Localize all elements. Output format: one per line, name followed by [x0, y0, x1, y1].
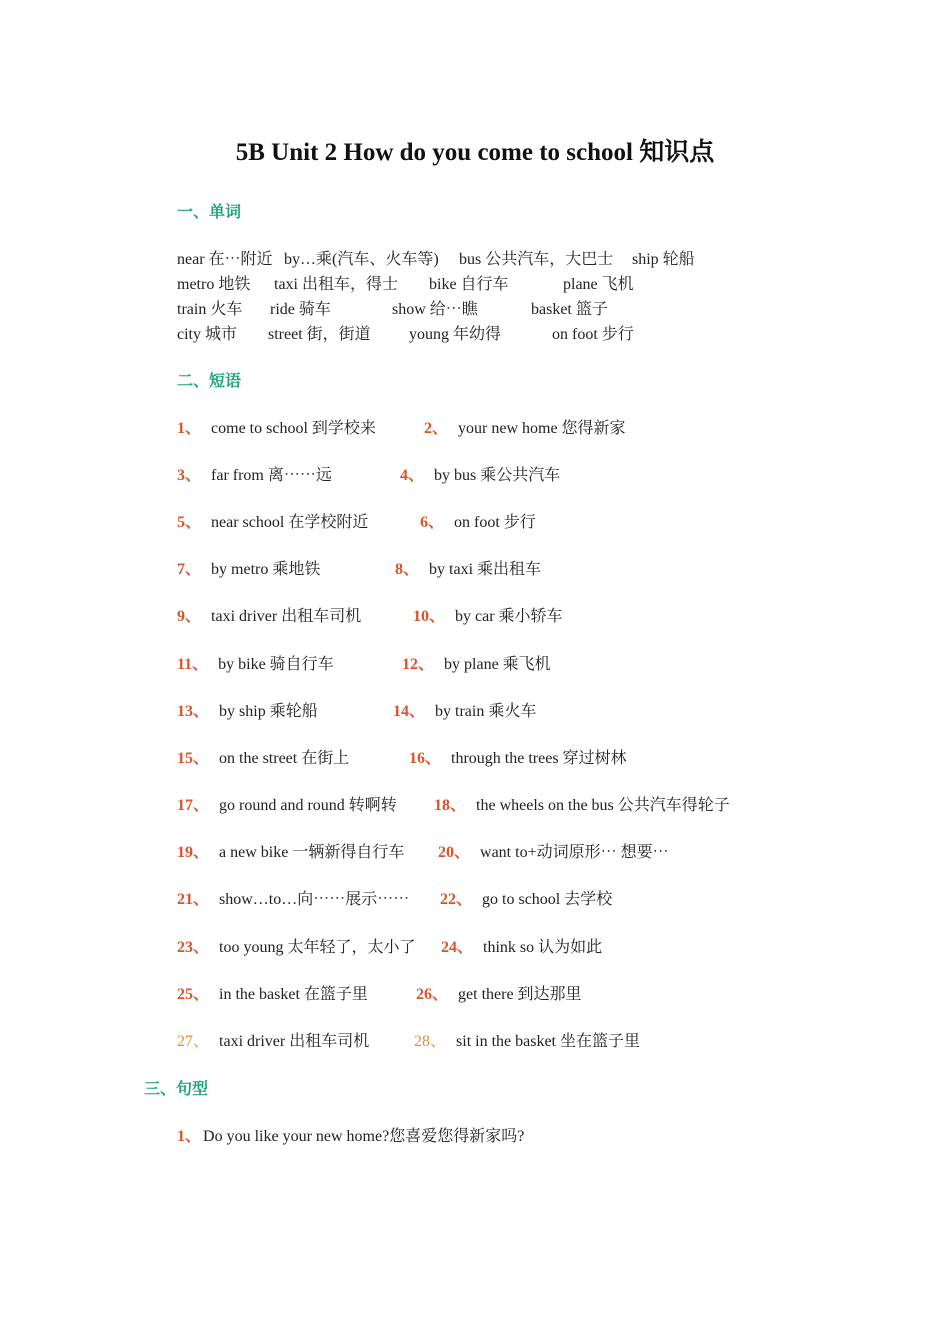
- vocab-word: plane 飞机: [563, 276, 634, 293]
- phrase-item: [177, 415, 376, 438]
- phrase-text: through the trees 穿过树林: [451, 750, 627, 767]
- phrase-row: [177, 745, 827, 769]
- phrase-number: 21、: [177, 891, 210, 908]
- phrase-item: [441, 934, 602, 957]
- phrase-text: taxi driver 出租车司机: [219, 1033, 370, 1050]
- phrase-number: 12、: [402, 656, 435, 673]
- phrase-text: near school 在学校附近: [211, 514, 369, 531]
- phrase-row: [177, 934, 827, 958]
- phrase-number: 11、: [177, 656, 209, 673]
- phrase-item: [402, 651, 551, 674]
- phrase-row: [177, 1028, 827, 1052]
- phrase-item: [177, 651, 334, 674]
- vocab-word: taxi 出租车，得士: [274, 276, 398, 293]
- section-heading-phrases: 二、短语: [177, 373, 242, 390]
- vocab-word: ship 轮船: [632, 251, 695, 268]
- phrase-item: [424, 415, 626, 438]
- sentence-text: Do you like your new home?您喜爱您得新家吗?: [203, 1128, 525, 1145]
- phrase-number: 2、: [424, 420, 449, 437]
- phrase-row: [177, 839, 827, 863]
- phrase-item: [177, 934, 415, 957]
- phrase-text: your new home 您得新家: [458, 420, 626, 437]
- phrase-item: [393, 698, 536, 721]
- vocab-word: basket 篮子: [531, 301, 608, 318]
- phrase-text: by ship 乘轮船: [219, 703, 318, 720]
- phrase-item: [177, 792, 397, 815]
- phrase-number: 6、: [420, 514, 445, 531]
- phrase-item: [177, 745, 349, 768]
- phrase-text: the wheels on the bus 公共汽车得轮子: [476, 797, 730, 814]
- phrase-item: [409, 745, 627, 768]
- phrase-text: go round and round 转啊转: [219, 797, 397, 814]
- vocab-word: bike 自行车: [429, 276, 509, 293]
- phrase-item: [434, 792, 730, 815]
- phrase-text: by bike 骑自行车: [218, 656, 334, 673]
- vocab-word: street 街，街道: [268, 326, 371, 343]
- phrase-row: [177, 415, 827, 439]
- phrase-text: get there 到达那里: [458, 986, 582, 1003]
- phrase-number: 26、: [416, 986, 449, 1003]
- vocab-word: show 给⋯瞧: [392, 301, 478, 318]
- phrase-item: [177, 698, 318, 721]
- phrase-row: [177, 792, 827, 816]
- phrase-number: 28、: [414, 1033, 447, 1050]
- phrase-number: 13、: [177, 703, 210, 720]
- phrase-text: by metro 乘地铁: [211, 561, 321, 578]
- phrase-row: [177, 981, 827, 1005]
- phrase-text: by train 乘火车: [435, 703, 537, 720]
- phrase-row: [177, 651, 827, 675]
- phrase-number: 4、: [400, 467, 425, 484]
- phrase-text: want to+动词原形⋯ 想要⋯: [480, 844, 669, 861]
- phrase-text: on the street 在街上: [219, 750, 350, 767]
- phrase-text: by plane 乘飞机: [444, 656, 551, 673]
- sentence-number: 1、: [177, 1128, 202, 1145]
- phrase-number: 14、: [393, 703, 426, 720]
- phrase-number: 22、: [440, 891, 473, 908]
- phrase-text: too young 太年轻了，太小了: [219, 939, 416, 956]
- phrase-text: by car 乘小轿车: [455, 608, 563, 625]
- phrase-text: a new bike 一辆新得自行车: [219, 844, 405, 861]
- vocab-word: young 年幼得: [409, 326, 502, 343]
- phrase-number: 17、: [177, 797, 210, 814]
- section-heading-words: 一、单词: [177, 204, 242, 221]
- phrase-item: [413, 603, 563, 626]
- phrase-item: [438, 839, 669, 862]
- phrase-row: [177, 886, 827, 910]
- vocab-word: city 城市: [177, 326, 237, 343]
- phrase-item: [177, 509, 368, 532]
- phrase-text: come to school 到学校来: [211, 420, 376, 437]
- phrase-item: [420, 509, 536, 532]
- phrase-number: 3、: [177, 467, 202, 484]
- vocab-word: metro 地铁: [177, 276, 251, 293]
- phrase-item: [400, 462, 560, 485]
- phrase-number: 25、: [177, 986, 210, 1003]
- phrase-number: 10、: [413, 608, 446, 625]
- phrase-item: [177, 462, 332, 485]
- phrase-text: by taxi 乘出租车: [429, 561, 542, 578]
- vocab-word: by…乘(汽车、火车等): [284, 251, 439, 268]
- phrase-text: on foot 步行: [454, 514, 536, 531]
- phrase-text: think so 认为如此: [483, 939, 603, 956]
- section-heading-sentences: 三、句型: [144, 1081, 209, 1098]
- phrase-item: [177, 839, 404, 862]
- phrase-number: 27、: [177, 1033, 210, 1050]
- phrase-item: [440, 886, 612, 909]
- phrase-number: 16、: [409, 750, 442, 767]
- phrase-text: go to school 去学校: [482, 891, 613, 908]
- phrase-text: show…to…向⋯⋯展示⋯⋯: [219, 891, 410, 908]
- vocab-word: bus 公共汽车，大巴士: [459, 251, 614, 268]
- vocab-word: train 火车: [177, 301, 243, 318]
- phrase-number: 20、: [438, 844, 471, 861]
- phrase-text: far from 离⋯⋯远: [211, 467, 332, 484]
- phrase-number: 18、: [434, 797, 467, 814]
- phrase-text: by bus 乘公共汽车: [434, 467, 561, 484]
- phrase-row: [177, 603, 827, 627]
- vocab-word: on foot 步行: [552, 326, 634, 343]
- phrase-item: [414, 1028, 640, 1051]
- phrase-item: [177, 1028, 369, 1051]
- phrase-item: [416, 981, 582, 1004]
- vocab-word: near 在⋯附近: [177, 251, 273, 268]
- vocab-word: ride 骑车: [270, 301, 331, 318]
- phrase-number: 9、: [177, 608, 202, 625]
- page-title: 5B Unit 2 How do you come to school 知识点: [235, 139, 715, 166]
- phrase-row: [177, 698, 827, 722]
- phrase-number: 23、: [177, 939, 210, 956]
- phrase-row: [177, 509, 827, 533]
- phrase-row: [177, 556, 827, 580]
- phrase-item: [177, 886, 409, 909]
- phrase-row: [177, 462, 827, 486]
- phrase-number: 5、: [177, 514, 202, 531]
- phrase-number: 24、: [441, 939, 474, 956]
- phrase-text: taxi driver 出租车司机: [211, 608, 362, 625]
- phrase-item: [177, 981, 368, 1004]
- phrase-number: 1、: [177, 420, 202, 437]
- phrase-text: in the basket 在篮子里: [219, 986, 368, 1003]
- phrase-number: 19、: [177, 844, 210, 861]
- phrase-item: [177, 603, 361, 626]
- sentence-item: [177, 1123, 524, 1146]
- phrase-number: 15、: [177, 750, 210, 767]
- phrase-text: sit in the basket 坐在篮子里: [456, 1033, 641, 1050]
- phrase-number: 7、: [177, 561, 202, 578]
- phrase-item: [177, 556, 320, 579]
- phrase-number: 8、: [395, 561, 420, 578]
- phrase-item: [395, 556, 541, 579]
